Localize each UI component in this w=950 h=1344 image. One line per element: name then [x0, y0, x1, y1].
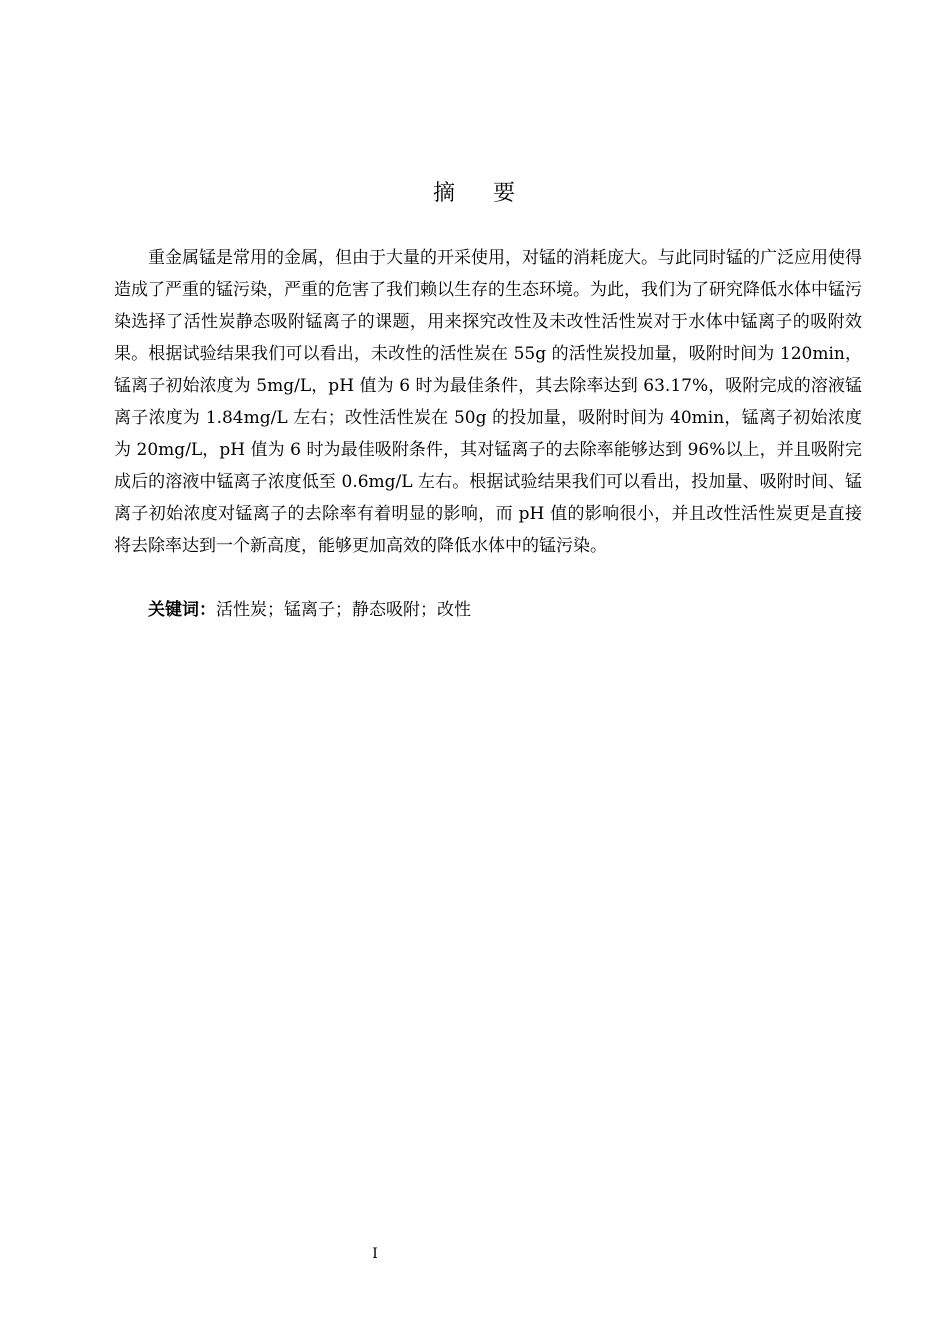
keywords-line: [148, 594, 862, 626]
keywords-list: 活性炭；锰离子；静态吸附；改性: [216, 600, 471, 620]
abstract-body: 重金属锰是常用的金属，但由于大量的开采使用，对锰的消耗庞大。与此同时锰的广泛应用使得造成了严重的锰污染，严重的危害了我们赖以生存的生态环境。为此，我们为了研究降低水体中锰污染选择了活性炭静态吸附锰离子的课题，用来探究改性及未改性活性炭对于水体中锰离子的吸附效果。根据试验结果我们可以看出，未改性的活性炭在 55g 的活性炭投加量，吸附时间为 120min，锰离子初始浓度为 5mg/L，pH 值为 6 时为最佳条件，其去除率达到 63.17%，吸附完成的溶液锰离子浓度为 1.84mg/L 左右；改性活性炭在 50g 的投加量，吸附时间为 40min，锰离子初始浓度为 20mg/L，pH 值为 6 时为最佳吸附条件，其对锰离子的去除率能够达到 96%以上，并且吸附完成后的溶液中锰离子浓度低至 0.6mg/L 左右。根据试验结果我们可以看出，投加量、吸附时间、锰离子初始浓度对锰离子的去除率有着明显的影响，而 pH 值的影响很小，并且改性活性炭更是直接将去除率达到一个新高度，能够更加高效的降低水体中的锰污染。: [114, 248, 862, 556]
abstract-title: 摘 要: [433, 181, 517, 206]
page-number: I: [372, 1246, 378, 1262]
keywords-label: 关键词：: [148, 600, 216, 620]
